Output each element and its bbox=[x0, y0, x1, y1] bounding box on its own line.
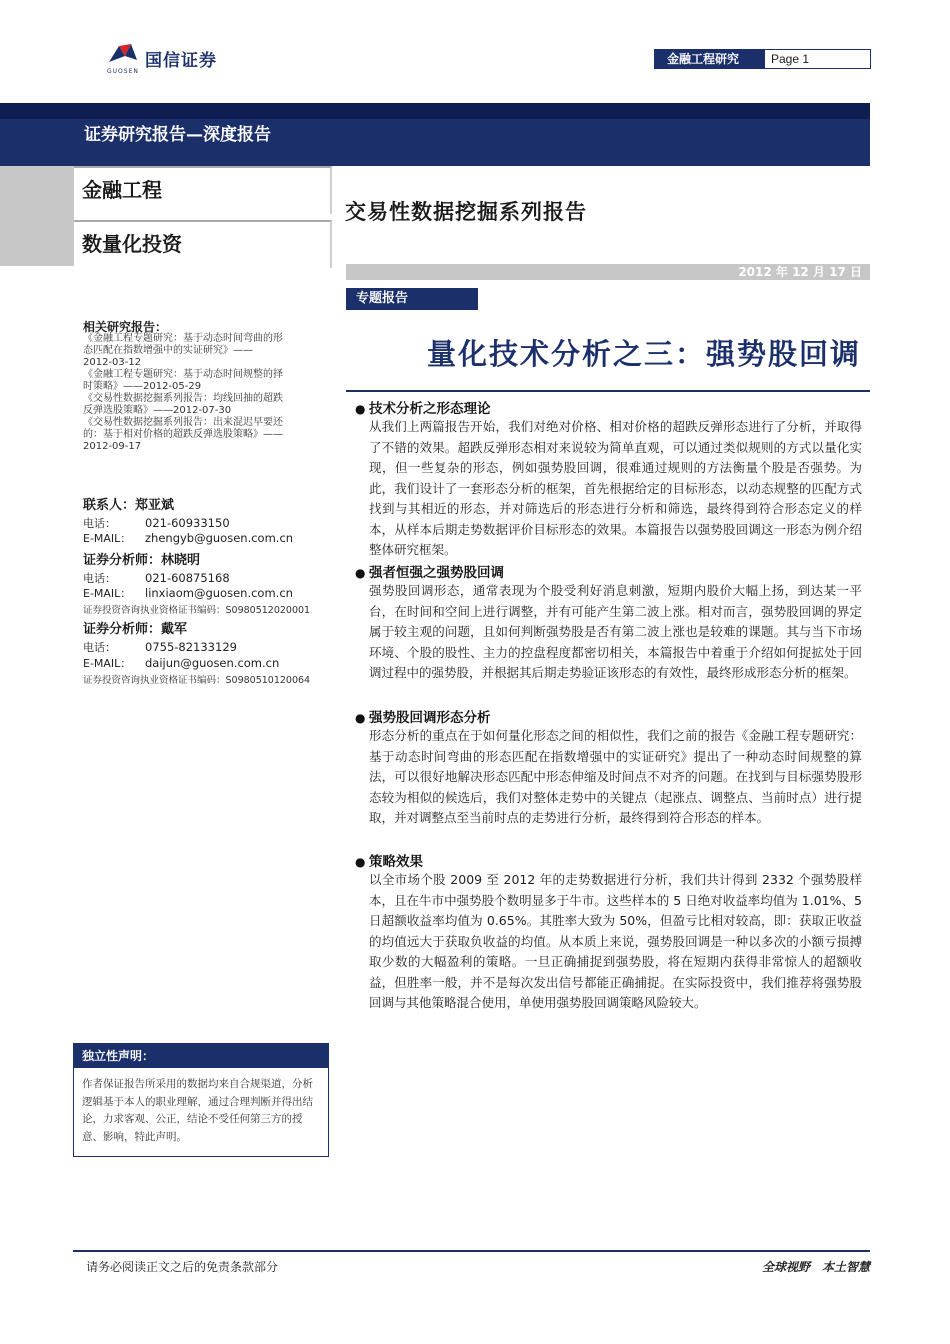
phone-value: 021-60933150 bbox=[145, 516, 230, 530]
footer-slogan: 全球视野 本土智慧 bbox=[761, 1260, 870, 1274]
related-report-line: 反弹选股策略》——2012-07-30 bbox=[83, 405, 232, 416]
analyst-certificate: 证券投资咨询执业资格证书编码：S0980510120064 bbox=[83, 675, 311, 686]
contact-heading: 联系人：郑亚斌 bbox=[83, 498, 175, 513]
category-quant-investing: 数量化投资 bbox=[74, 220, 332, 268]
related-report-line: 态匹配在指数增强中的实证研究》—— bbox=[83, 345, 253, 356]
analyst-email bbox=[83, 585, 293, 601]
bullet-icon: ● bbox=[355, 711, 366, 725]
logo-subtext: GUOSEN bbox=[107, 68, 139, 75]
series-title: 交易性数据挖掘系列报告 bbox=[345, 200, 587, 224]
independence-statement bbox=[73, 1043, 329, 1157]
section-body: 强势股回调形态，通常表现为个股受利好消息刺激，短期内股价大幅上扬，到达某一平台，在时间和空间上进行调整，并有可能产生第二波上涨。相对而言，强势股回调的界定属于较主观的问题，且如何判断强势股是否有第二波上涨也是较难的课题。其与当下市场环境、个股的股性、主力的控盘程度都密切相关，本篇报告中着重于介绍如何捉拡处于回调过程中的强势股，并根据其后期走势验证该形态的有效性，最终形成形态分析的框架。 bbox=[369, 583, 862, 680]
company-logo bbox=[105, 42, 245, 76]
bullet-icon: ● bbox=[355, 855, 366, 869]
analyst-phone bbox=[83, 639, 237, 655]
analyst-email bbox=[83, 655, 279, 671]
grey-side-block bbox=[0, 166, 74, 266]
section-heading: ● 策略效果 bbox=[355, 854, 423, 870]
footer-divider bbox=[73, 1250, 870, 1252]
email-label: E-MAIL： bbox=[83, 532, 132, 545]
section-body: 从我们上两篇报告开始，我们对绝对价格、相对价格的超跌反弹形态进行了分析，并取得了不错的效果。超跌反弹形态相对来说较为简单直观，可以通过类似规则的方式以量化实现，但一些复杂的形态，例如强势股回调，很难通过规则的方法衡量个股是否强势。为此，我们设计了一套形态分析的框架，首先根据给定的目标形态，以动态规整的匹配方式找到与其相近的形态，并对筛选后的形态进行分析和筛选，最终得到符合形态定义的样本，从样本后期走势数据评价目标形态的效果。本篇报告以强势股回调这一形态为例介绍整体研究框架。 bbox=[369, 419, 862, 557]
category-financial-engineering: 金融工程 bbox=[74, 166, 332, 214]
related-report-line: 《金融工程专题研究：基于动态时间规整的择 bbox=[83, 369, 283, 380]
phone-label: 电话： bbox=[83, 572, 116, 585]
phone-value: 021-60875168 bbox=[145, 571, 230, 585]
header-tag-box bbox=[654, 49, 871, 69]
page-title: 量化技术分析之三：强势股回调 bbox=[426, 337, 861, 371]
section-body: 形态分析的重点在于如何量化形态之间的相似性，我们之前的报告《金融工程专题研究：基于动态时间弯曲的形态匹配在指数增强中的实证研究》提出了一种动态时间规整的算法，可以很好地解决形态匹配中形态伸缩及时间点不对齐的问题。在找到与目标强势股形态较为相似的候选后，我们对整体走势中的关键点（起涨点、调整点、当前时点）进行提取，并对调整点至当前时点的走势进行分析，最终得到符合形态的样本。 bbox=[369, 728, 862, 825]
related-report-line: 《金融工程专题研究：基于动态时间弯曲的形 bbox=[83, 333, 283, 344]
title-band-left bbox=[0, 119, 74, 166]
analyst-heading: 证券分析师：林晓明 bbox=[83, 553, 201, 568]
related-report-line: 时策略》——2012-05-29 bbox=[83, 381, 202, 392]
related-report-line: 的：基于相对价格的超跌反弹选股策略》—— bbox=[83, 429, 283, 440]
email-value[interactable]: zhengyb@guosen.com.cn bbox=[145, 531, 294, 545]
phone-value: 0755-82133129 bbox=[145, 640, 237, 654]
contact-phone bbox=[83, 515, 230, 531]
report-date: 2012 年 12 月 17 日 bbox=[738, 265, 862, 279]
section-heading: ● 技术分析之形态理论 bbox=[355, 401, 491, 417]
report-type-band: 证券研究报告—深度报告 bbox=[74, 119, 870, 166]
section-heading: ● 强者恒强之强势股回调 bbox=[355, 565, 504, 581]
related-reports-list bbox=[83, 333, 323, 453]
contact-email bbox=[83, 530, 293, 546]
analyst-phone bbox=[83, 570, 230, 586]
phone-label: 电话： bbox=[83, 641, 116, 654]
related-report-line: 《交易性数据挖掘系列报告：出来混迟早要还 bbox=[83, 417, 283, 428]
title-divider bbox=[346, 390, 870, 392]
page-number: Page 1 bbox=[771, 52, 810, 66]
email-value[interactable]: linxiaom@guosen.com.cn bbox=[145, 586, 293, 600]
independence-body: 作者保证报告所采用的数据均来自合规渠道，分析逻辑基于本人的职业理解，通过合理判断并得出结论，力求客观、公正，结论不受任何第三方的授意、影响，特此声明。 bbox=[82, 1078, 313, 1143]
bullet-icon: ● bbox=[355, 566, 366, 580]
analyst-heading: 证券分析师：戴军 bbox=[83, 622, 188, 637]
related-reports-heading: 相关研究报告： bbox=[83, 320, 168, 334]
independence-heading: 独立性声明： bbox=[74, 1044, 328, 1068]
date-bar bbox=[346, 264, 870, 280]
header-research-tag: 金融工程研究 bbox=[655, 50, 765, 68]
email-label: E-MAIL： bbox=[83, 657, 132, 670]
section-heading: ● 强势股回调形态分析 bbox=[355, 710, 491, 726]
footer-disclaimer-note: 请务必阅读正文之后的免责条款部分 bbox=[86, 1260, 279, 1274]
special-report-tag: 专题报告 bbox=[346, 288, 478, 310]
email-label: E-MAIL： bbox=[83, 587, 132, 600]
section-body: 以全市场个股 2009 至 2012 年的走势数据进行分析，我们共计得到 2332 个强势股样本，且在牛市中强势股个数明显多于牛市。这些样本的 5 日绝对收益率均值为 1.01%、5 日超额收益率均值为 0.65%。其胜率大致为 50%，但盈亏比相对较高，即：获取正收益的均值远大于获取负收益的均值。从本质上来说，强势股回调是一种以多次的小额亏损搏取少数的大幅盈利的策略。一旦正确捕捉到强势股，将在短期内获得非常惊人的超额收益，但胜率一般，并不是每次发出信号都能正确捕捉。在实际投资中，我们推荐将强势股回调与其他策略混合使用，单使用强势股回调策略风险较大。 bbox=[369, 872, 862, 1010]
related-report-line: 《交易性数据挖掘系列报告：均线回抽的超跌 bbox=[83, 393, 283, 404]
logo-mark-icon bbox=[105, 42, 141, 68]
related-report-line: 2012-09-17 bbox=[83, 441, 142, 452]
logo-text: 国信证券 bbox=[145, 51, 217, 71]
phone-label: 电话： bbox=[83, 517, 116, 530]
top-band bbox=[0, 103, 870, 119]
email-value[interactable]: daijun@guosen.com.cn bbox=[145, 656, 280, 670]
related-report-line: 2012-03-12 bbox=[83, 357, 142, 368]
analyst-certificate: 证券投资咨询执业资格证书编码：S0980512020001 bbox=[83, 605, 311, 616]
bullet-icon: ● bbox=[355, 402, 366, 416]
